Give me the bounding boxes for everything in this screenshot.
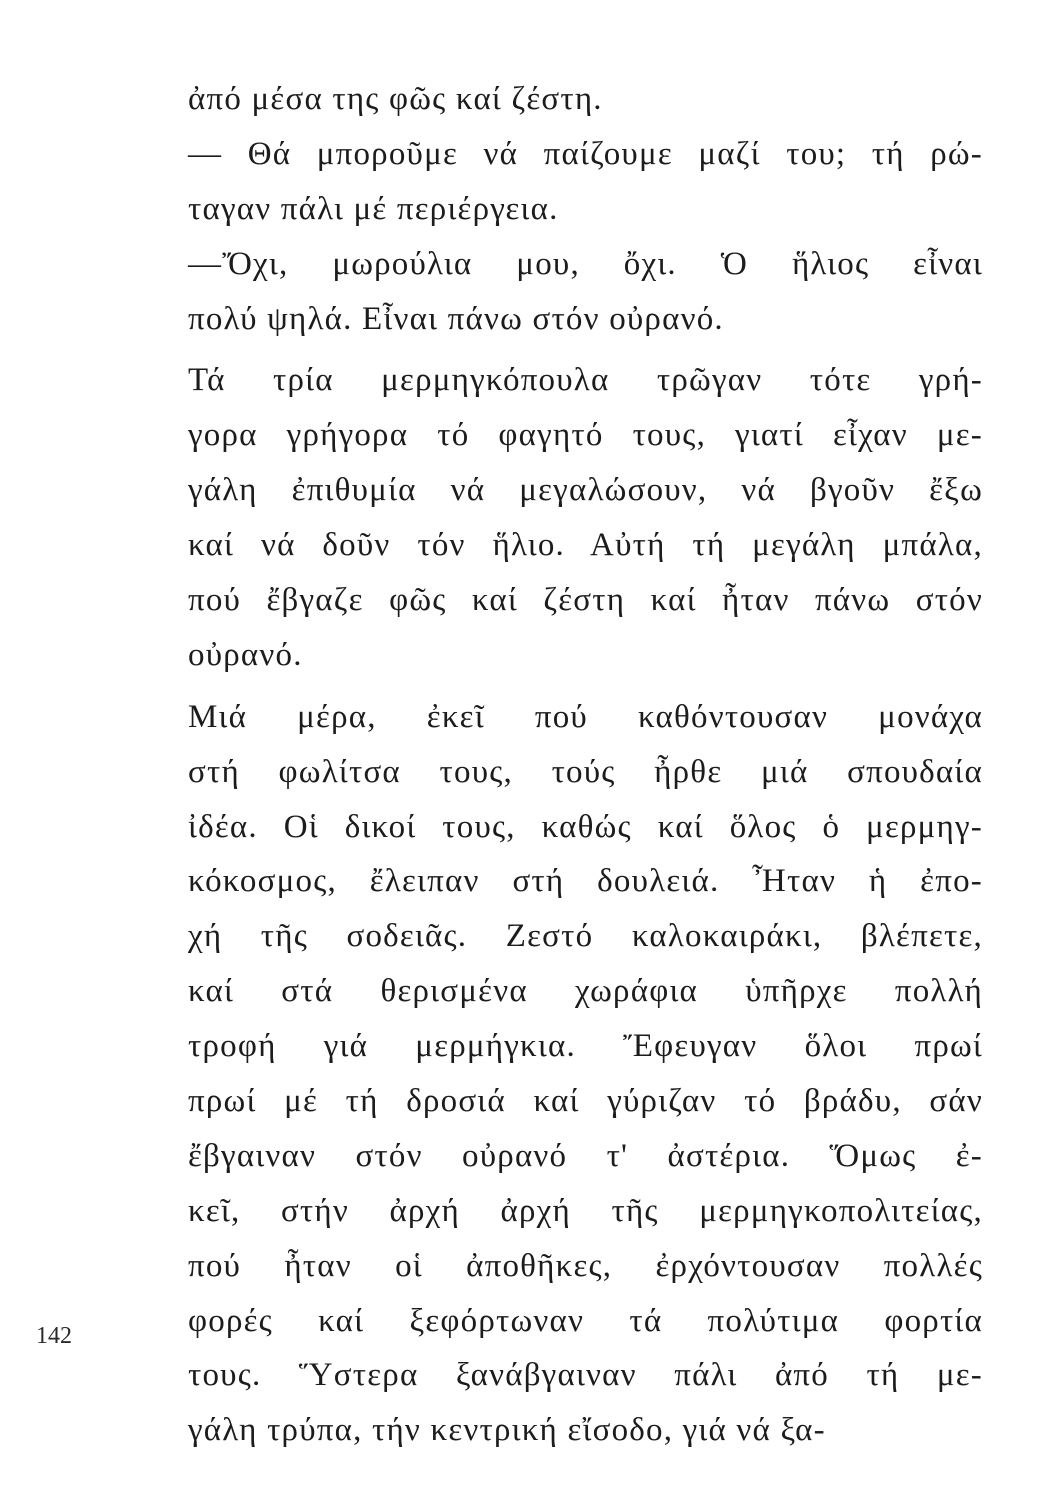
text-line: γάλη τρύπα, τήν κεντρική εἴσοδο, γιά νά ξα- [188, 1412, 826, 1449]
page-number: 142 [36, 1323, 72, 1349]
text-line: κεῖ, στήν ἀρχή ἀρχή τῆς μερμηγκοπολιτείας, [188, 1192, 983, 1229]
paragraph [188, 127, 983, 237]
text-line: — Θά μποροῦμε νά παίζουμε μαζί του; τή ρώ- [188, 135, 983, 172]
text-line: γάλη ἐπιθυμία νά μεγαλώσουν, νά βγοῦν ἔξω [188, 472, 983, 509]
text-line: καί στά θερισμένα χωράφια ὑπῆρχε πολλή [188, 973, 983, 1010]
body-text [188, 72, 983, 1458]
paragraph-gap [188, 683, 983, 690]
text-line: οὐρανό. [188, 636, 303, 673]
text-line: ἀπό μέσα της φῶς καί ζέστη. [188, 81, 603, 117]
paragraph [188, 237, 983, 347]
text-line: χή τῆς σοδειᾶς. Ζεστό καλοκαιράκι, βλέπετε, [188, 918, 983, 955]
text-line: τροφή γιά μερμήγκια. Ἔφευγαν ὅλοι πρωί [188, 1028, 983, 1065]
text-line: στή φωλίτσα τους, τούς ἦρθε μιά σπουδαία [188, 753, 983, 790]
text-line: ἔβγαιναν στόν οὐρανό τ' ἀστέρια. Ὅμως ἐ- [188, 1137, 983, 1174]
text-line: Τά τρία μερμηγκόπουλα τρῶγαν τότε γρή- [188, 362, 983, 399]
text-line: τους. Ὕστερα ξανάβγαιναν πάλι ἀπό τή με- [188, 1357, 983, 1394]
text-line: πού ἔβγαζε φῶς καί ζέστη καί ἦταν πάνω στόν [188, 582, 983, 619]
text-line: κόκοσμος, ἔλειπαν στή δουλειά. Ἦταν ἡ ἐπο- [188, 863, 983, 900]
text-line: πρωί μέ τή δροσιά καί γύριζαν τό βράδυ, σάν [188, 1083, 983, 1120]
text-line: —Ὄχι, μωρούλια μου, ὄχι. Ὁ ἥλιος εἶναι [188, 245, 983, 282]
paragraph [188, 72, 983, 127]
text-line: ἰδέα. Οἱ δικοί τους, καθώς καί ὅλος ὁ μερμηγ- [188, 808, 983, 845]
text-line: γορα γρήγορα τό φαγητό τους, γιατί εἶχαν με- [188, 417, 983, 454]
text-line: καί νά δοῦν τόν ἥλιο. Αὐτή τή μεγάλη μπάλα, [188, 527, 983, 564]
text-line: ταγαν πάλι μέ περιέργεια. [188, 190, 559, 227]
paragraph [188, 353, 983, 682]
paragraph [188, 690, 983, 1458]
text-line: Μιά μέρα, ἐκεῖ πού καθόντουσαν μονάχα [188, 698, 983, 735]
paragraph-gap [188, 346, 983, 353]
text-line: πολύ ψηλά. Εἶναι πάνω στόν οὐρανό. [188, 300, 724, 337]
text-line: πού ἦταν οἱ ἀποθῆκες, ἐρχόντουσαν πολλές [188, 1247, 983, 1284]
text-line: φορές καί ξεφόρτωναν τά πολύτιμα φορτία [188, 1302, 983, 1339]
